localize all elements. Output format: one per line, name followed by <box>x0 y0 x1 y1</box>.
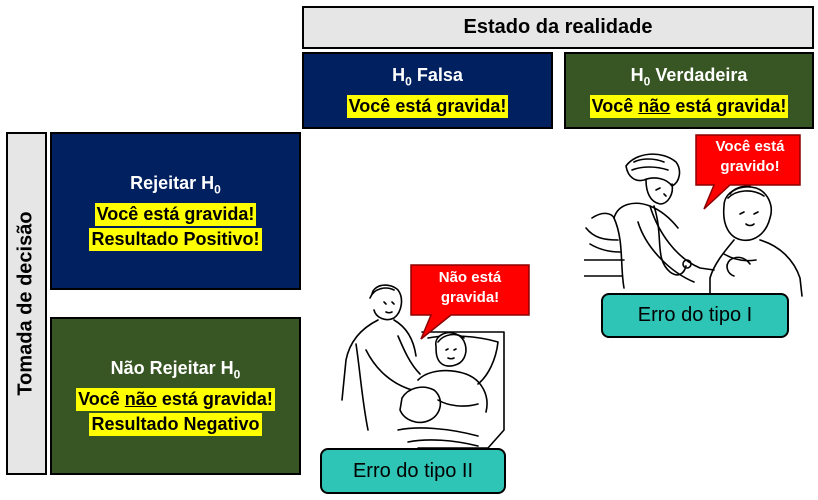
row-nao-rejeitar-h0 <box>50 317 301 475</box>
estado-label: Estado da realidade <box>463 16 653 38</box>
h0-verdadeira-statement: Você não está gravida! <box>591 96 787 117</box>
erro-tipo1-badge <box>601 293 789 338</box>
nao-rejeitar-line2: Resultado Negativo <box>91 414 260 435</box>
nao-rejeitar-title: Não Rejeitar $H_0$ <box>110 357 241 382</box>
erro-tipo1-label: Erro do tipo I <box>637 304 753 326</box>
row-rejeitar-h0 <box>50 132 301 290</box>
h0-verdadeira-title: $H_0$ Verdadeira <box>630 64 748 89</box>
tomada-label: Tomada de decisão <box>15 211 38 396</box>
rejeitar-line1: Você está gravida! <box>96 204 255 225</box>
rejeitar-line2: Resultado Positivo! <box>91 229 260 250</box>
h0-falsa-statement: Você está gravida! <box>348 96 507 117</box>
nao-rejeitar-line1: Você não está gravida! <box>78 389 273 410</box>
column-h0-falsa <box>302 52 553 129</box>
h0-falsa-title: $H_0$ Falsa <box>392 64 463 89</box>
tomada-de-decisao-header <box>6 132 47 475</box>
bubble-tipo1-text: Você está gravido! <box>715 138 785 175</box>
erro-tipo2-label: Erro do tipo II <box>352 459 474 482</box>
bubble-tipo2-text: Não está gravida! <box>438 269 502 306</box>
estado-da-realidade-header <box>302 6 814 49</box>
erro-tipo2-badge <box>320 448 506 494</box>
column-h0-verdadeira <box>564 52 814 129</box>
rejeitar-title: Rejeitar $H_0$ <box>130 172 221 197</box>
